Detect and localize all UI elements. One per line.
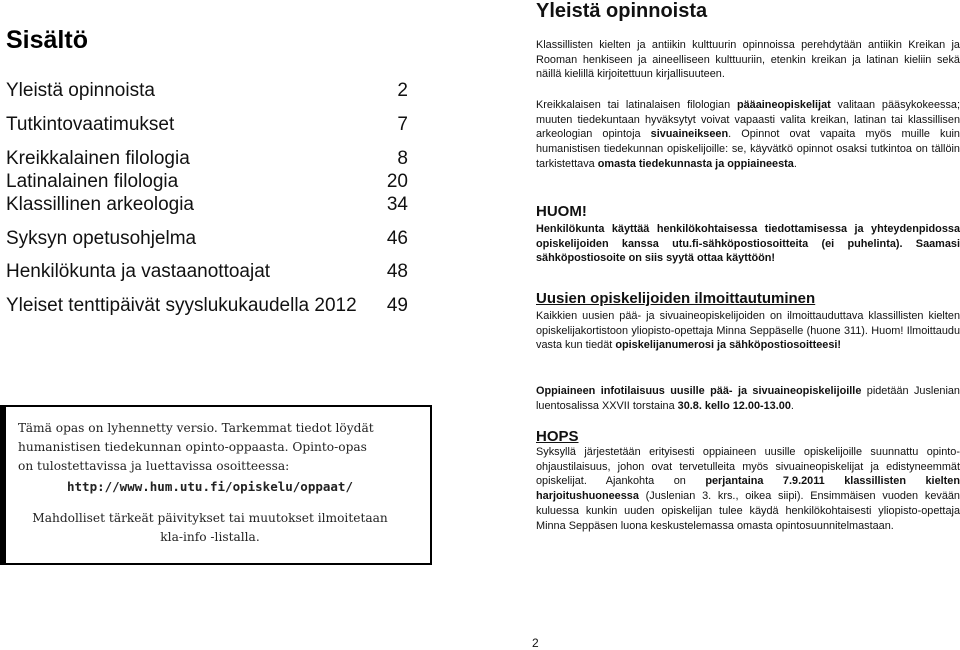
toc-entry-page: 2 <box>397 80 408 101</box>
emphasis: Oppiaineen infotilaisuus uusille pää- ja sivuaineopiskelijoille <box>536 385 862 397</box>
registration-heading: Uusien opiskelijoiden ilmoittautuminen <box>536 290 816 307</box>
hops-heading: HOPS <box>536 428 579 445</box>
emphasis: omasta tiedekunnasta ja oppiaineesta <box>597 157 794 170</box>
note-text: Mahdolliset tärkeät päivitykset tai muutokset ilmoitetaan <box>32 511 388 525</box>
hops-paragraph <box>536 445 960 533</box>
toc-entry-label: Tutkintovaatimukset <box>6 114 175 135</box>
emphasis: perjantaina 7.9.2011 klassillisten kielten harjoitushuoneessa <box>536 475 960 503</box>
intro-paragraph: Klassillisten kielten ja antiikin kulttuurin opinnoissa perehdytään antiikin Kreikan ja Rooman henkiseen ja aineelliseen kulttuuriin, etenkin kreikan ja latinan kieliin sekä näillä kielillä kirjoitettuun kirjallisuuteen. <box>536 39 960 81</box>
text: (Juslenian 3. krs., oikea siipi). Ensimmäisen vuoden kevään kuluessa kunkin uuden opiskelijan tulee käydä henkilökohtaisesti yliopisto-opettaja Minna Seppäsen luona keskustelemassa omasta opintosuunnitelmastaan. <box>536 490 960 532</box>
section-heading: Yleistä opinnoista <box>536 0 708 22</box>
toc-entry[interactable] <box>6 228 408 250</box>
toc-entry-page: 46 <box>386 228 408 249</box>
toc-title: Sisältö <box>6 26 88 54</box>
text: pidetään Juslenian luentosalissa XXVII torstaina <box>536 385 960 412</box>
toc-entry[interactable] <box>6 194 408 216</box>
note-text: humanistisen tiedekunnan opinto-oppaasta. Opinto-opas <box>18 440 367 454</box>
text: Syksyllä järjestetään erityisesti oppiaineen uusille opiskelijoille suunnattu opinto-ohjaustilaisuus, johon ovat tervetulleita myös sivuaineopiskelijat ja edistyneemmät opiskelijat. Ajankohta on <box>536 446 960 488</box>
emphasis: opiskelijanumerosi ja sähköpostiosoitteesi! <box>615 339 842 352</box>
info-note-box <box>0 405 432 565</box>
toc-entry[interactable] <box>6 295 408 317</box>
emphasis: pääaineopiskelijat <box>736 99 831 111</box>
text: . <box>790 399 794 412</box>
major-paragraph <box>536 98 960 172</box>
guide-url-link[interactable]: http://www.hum.utu.fi/opiskelu/oppaat/ <box>67 479 353 494</box>
notice-heading: HUOM! <box>536 203 587 220</box>
page-number: 2 <box>532 636 539 650</box>
note-text: kla-info -listalla. <box>160 530 260 544</box>
toc-entry-page: 8 <box>397 148 408 169</box>
toc-entry-page: 20 <box>386 171 408 192</box>
right-column <box>532 0 960 649</box>
toc-entry-page: 49 <box>386 295 408 316</box>
note-text: on tulostettavissa ja luettavissa osoitteessa: <box>18 459 290 473</box>
toc-entry-label: Syksyn opetusohjelma <box>6 228 197 249</box>
toc-entry[interactable] <box>6 171 408 193</box>
toc-entry-label: Latinalainen filologia <box>6 171 179 192</box>
emphasis: 30.8. kello 12.00-13.00 <box>677 399 791 412</box>
text: valitaan pääsykokeessa; muuten tiedekuntaan hyväksytyt voivat vapaasti valita kreikan, latinan tai klassillisen arkeologian opintoja <box>536 99 960 141</box>
toc-entry-label: Klassillinen arkeologia <box>6 194 194 215</box>
text: . <box>793 157 797 170</box>
text: . Opinnot ovat vapaita myös muille kuin humanistisen tiedekunnan opiskelijoille: se, käyvätkö opinnot osaksi tutkintoa on tällöin tarkistettava <box>536 128 960 170</box>
note-text: Tämä opas on lyhennetty versio. Tarkemmat tiedot löydät <box>18 421 374 435</box>
text: Kreikkalaisen tai latinalaisen filologian <box>536 99 737 111</box>
toc-entry[interactable] <box>6 114 408 136</box>
toc-entry-label: Henkilökunta ja vastaanottoajat <box>6 261 271 282</box>
toc-entry-page: 7 <box>397 114 408 135</box>
toc-entry[interactable] <box>6 80 408 102</box>
notice-paragraph: Henkilökunta käyttää henkilökohtaisessa tiedottamisessa ja yhteydenpidossa opiskelijoiden kanssa utu.fi-sähköpostiosoitteita (ei puhelinta). Saamasi sähköpostiosoite on siis syytä ottaa käyttöön! <box>536 223 960 265</box>
emphasis: sivuaineikseen <box>650 128 729 141</box>
toc-entry[interactable] <box>6 261 408 283</box>
left-column <box>0 0 430 649</box>
info-session-paragraph <box>536 384 960 413</box>
registration-paragraph <box>536 309 960 353</box>
toc-entry-page: 48 <box>386 261 408 282</box>
toc-entry-label: Yleistä opinnoista <box>6 80 155 101</box>
toc-entry-label: Yleiset tenttipäivät syyslukukaudella 2012 <box>6 295 357 316</box>
text: Kaikkien uusien pää- ja sivuaineopiskelijoiden on ilmoittauduttava klassillisten kielten opiskelijakortistoon yliopisto-opettaja Minna Seppäselle (huone 311). Huom! Ilmoittaudu vasta kun tiedät <box>536 310 960 352</box>
toc-entry-label: Kreikkalainen filologia <box>6 148 190 169</box>
toc-entry[interactable] <box>6 148 408 170</box>
toc-entry-page: 34 <box>386 194 408 215</box>
